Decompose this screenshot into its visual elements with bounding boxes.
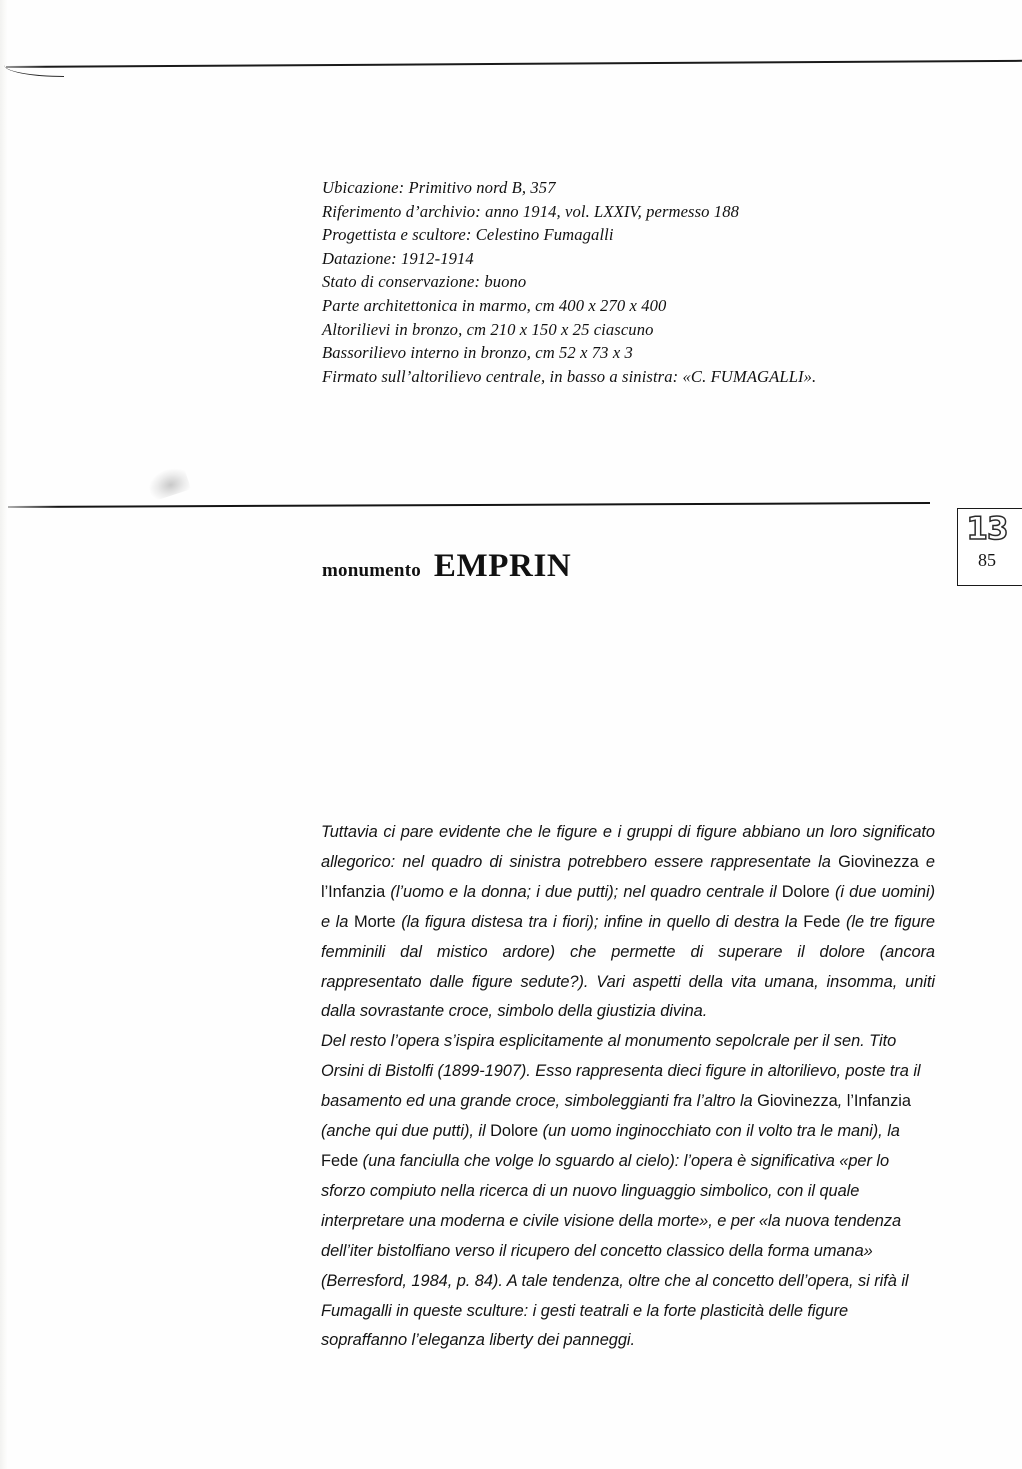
chapter-page-marker-box <box>957 508 1022 586</box>
body-text-column <box>321 818 935 1356</box>
body-text-run: Fede <box>803 912 841 931</box>
body-text-run: Giovinezza <box>838 852 919 871</box>
body-text-run: Dolore <box>490 1122 539 1141</box>
body-text-run: l’Infanzia <box>321 882 386 901</box>
metadata-line: Stato di conservazione: buono <box>322 272 527 292</box>
body-paragraph-1 <box>321 818 935 1027</box>
body-text-run: Tuttavia ci pare evidente che le figure e i gruppi di figure abbiano un loro significato allegorico: nel quadro di sinistra potrebbero essere rappresentate la <box>321 823 935 871</box>
body-text-run: Giovinezza <box>757 1092 838 1111</box>
page-number: 85 <box>978 550 996 570</box>
metadata-line: Firmato sull’altorilievo centrale, in basso a sinistra: «C. FUMAGALLI». <box>322 366 817 386</box>
metadata-line: Datazione: 1912-1914 <box>322 248 474 268</box>
body-text-run: Del resto l’opera s’ispira esplicitamente al monumento sepolcrale per il sen. Tito Orsini di Bistolfi (1899-1907). Esso rappresenta dieci figure in altorilievo, poste tra il basamento ed una grande croce, simboleggianti fra l’altro la <box>321 1032 921 1111</box>
body-text-run: l’Infanzia <box>846 1092 911 1111</box>
body-paragraph-2 <box>321 1027 935 1356</box>
body-text-run: (anche qui due putti), il <box>321 1122 491 1141</box>
body-text-run: Morte <box>353 912 396 931</box>
monument-title <box>322 548 571 585</box>
body-text-run: (le tre figure femminili dal mistico ardore) che permette di superare il dolore (ancora rappresentato dalle figure sedute?). Vari aspetti della vita umana, insomma, uniti dalla sovrastante croce, simbolo della giustizia divina. <box>321 912 935 1021</box>
metadata-line: Ubicazione: Primitivo nord B, 357 <box>322 178 556 197</box>
title-kicker: monumento <box>322 560 421 581</box>
metadata-block <box>322 176 922 388</box>
body-text-run: e <box>918 852 935 871</box>
body-text-run: (l’uomo e la donna; i due putti); nel quadro centrale il <box>385 882 782 901</box>
metadata-line: Progettista e scultore: Celestino Fumagalli <box>322 225 614 245</box>
metadata-line: Riferimento d’archivio: anno 1914, vol. LXXIV, permesso 188 <box>322 201 739 221</box>
body-text-run: Fede <box>321 1151 359 1170</box>
metadata-line: Bassorilievo interno in bronzo, cm 52 x 73 x 3 <box>322 343 633 363</box>
body-text-run: , <box>837 1092 847 1111</box>
body-text-run: (una fanciulla che volge lo sguardo al cielo): l’opera è significativa «per lo sforzo compiuto nella ricerca di un nuovo linguaggio simbolico, con il quale interpretare una moderna e civile visione della morte», e per «la nuova tendenza dell’iter bistolfiano verso il ricupero del concetto classico della forma umana» (Berresford, 1984, p. 84). A tale tendenza, oltre che al concetto dell’opera, si rifà il Fumagalli in queste sculture: i gesti teatrali e la forte plasticità delle figure sopraffanno l’eleganza liberty dei panneggi. <box>321 1151 909 1350</box>
scan-edge-artifact <box>0 0 8 1469</box>
body-text-run: (un uomo inginocchiato con il volto tra le mani), la <box>538 1122 900 1141</box>
chapter-number: 13 <box>966 511 1008 547</box>
title-main: EMPRIN <box>433 548 572 584</box>
body-text-run: Dolore <box>781 882 830 901</box>
body-text-run: (i due uomini) e la <box>321 882 935 931</box>
metadata-line: Altorilievi in bronzo, cm 210 x 150 x 25 ciascuno <box>322 319 654 339</box>
metadata-line: Parte architettonica in marmo, cm 400 x 270 x 400 <box>322 295 667 315</box>
body-text-run: (la figura distesa tra i fiori); infine in quello di destra la <box>395 912 804 931</box>
